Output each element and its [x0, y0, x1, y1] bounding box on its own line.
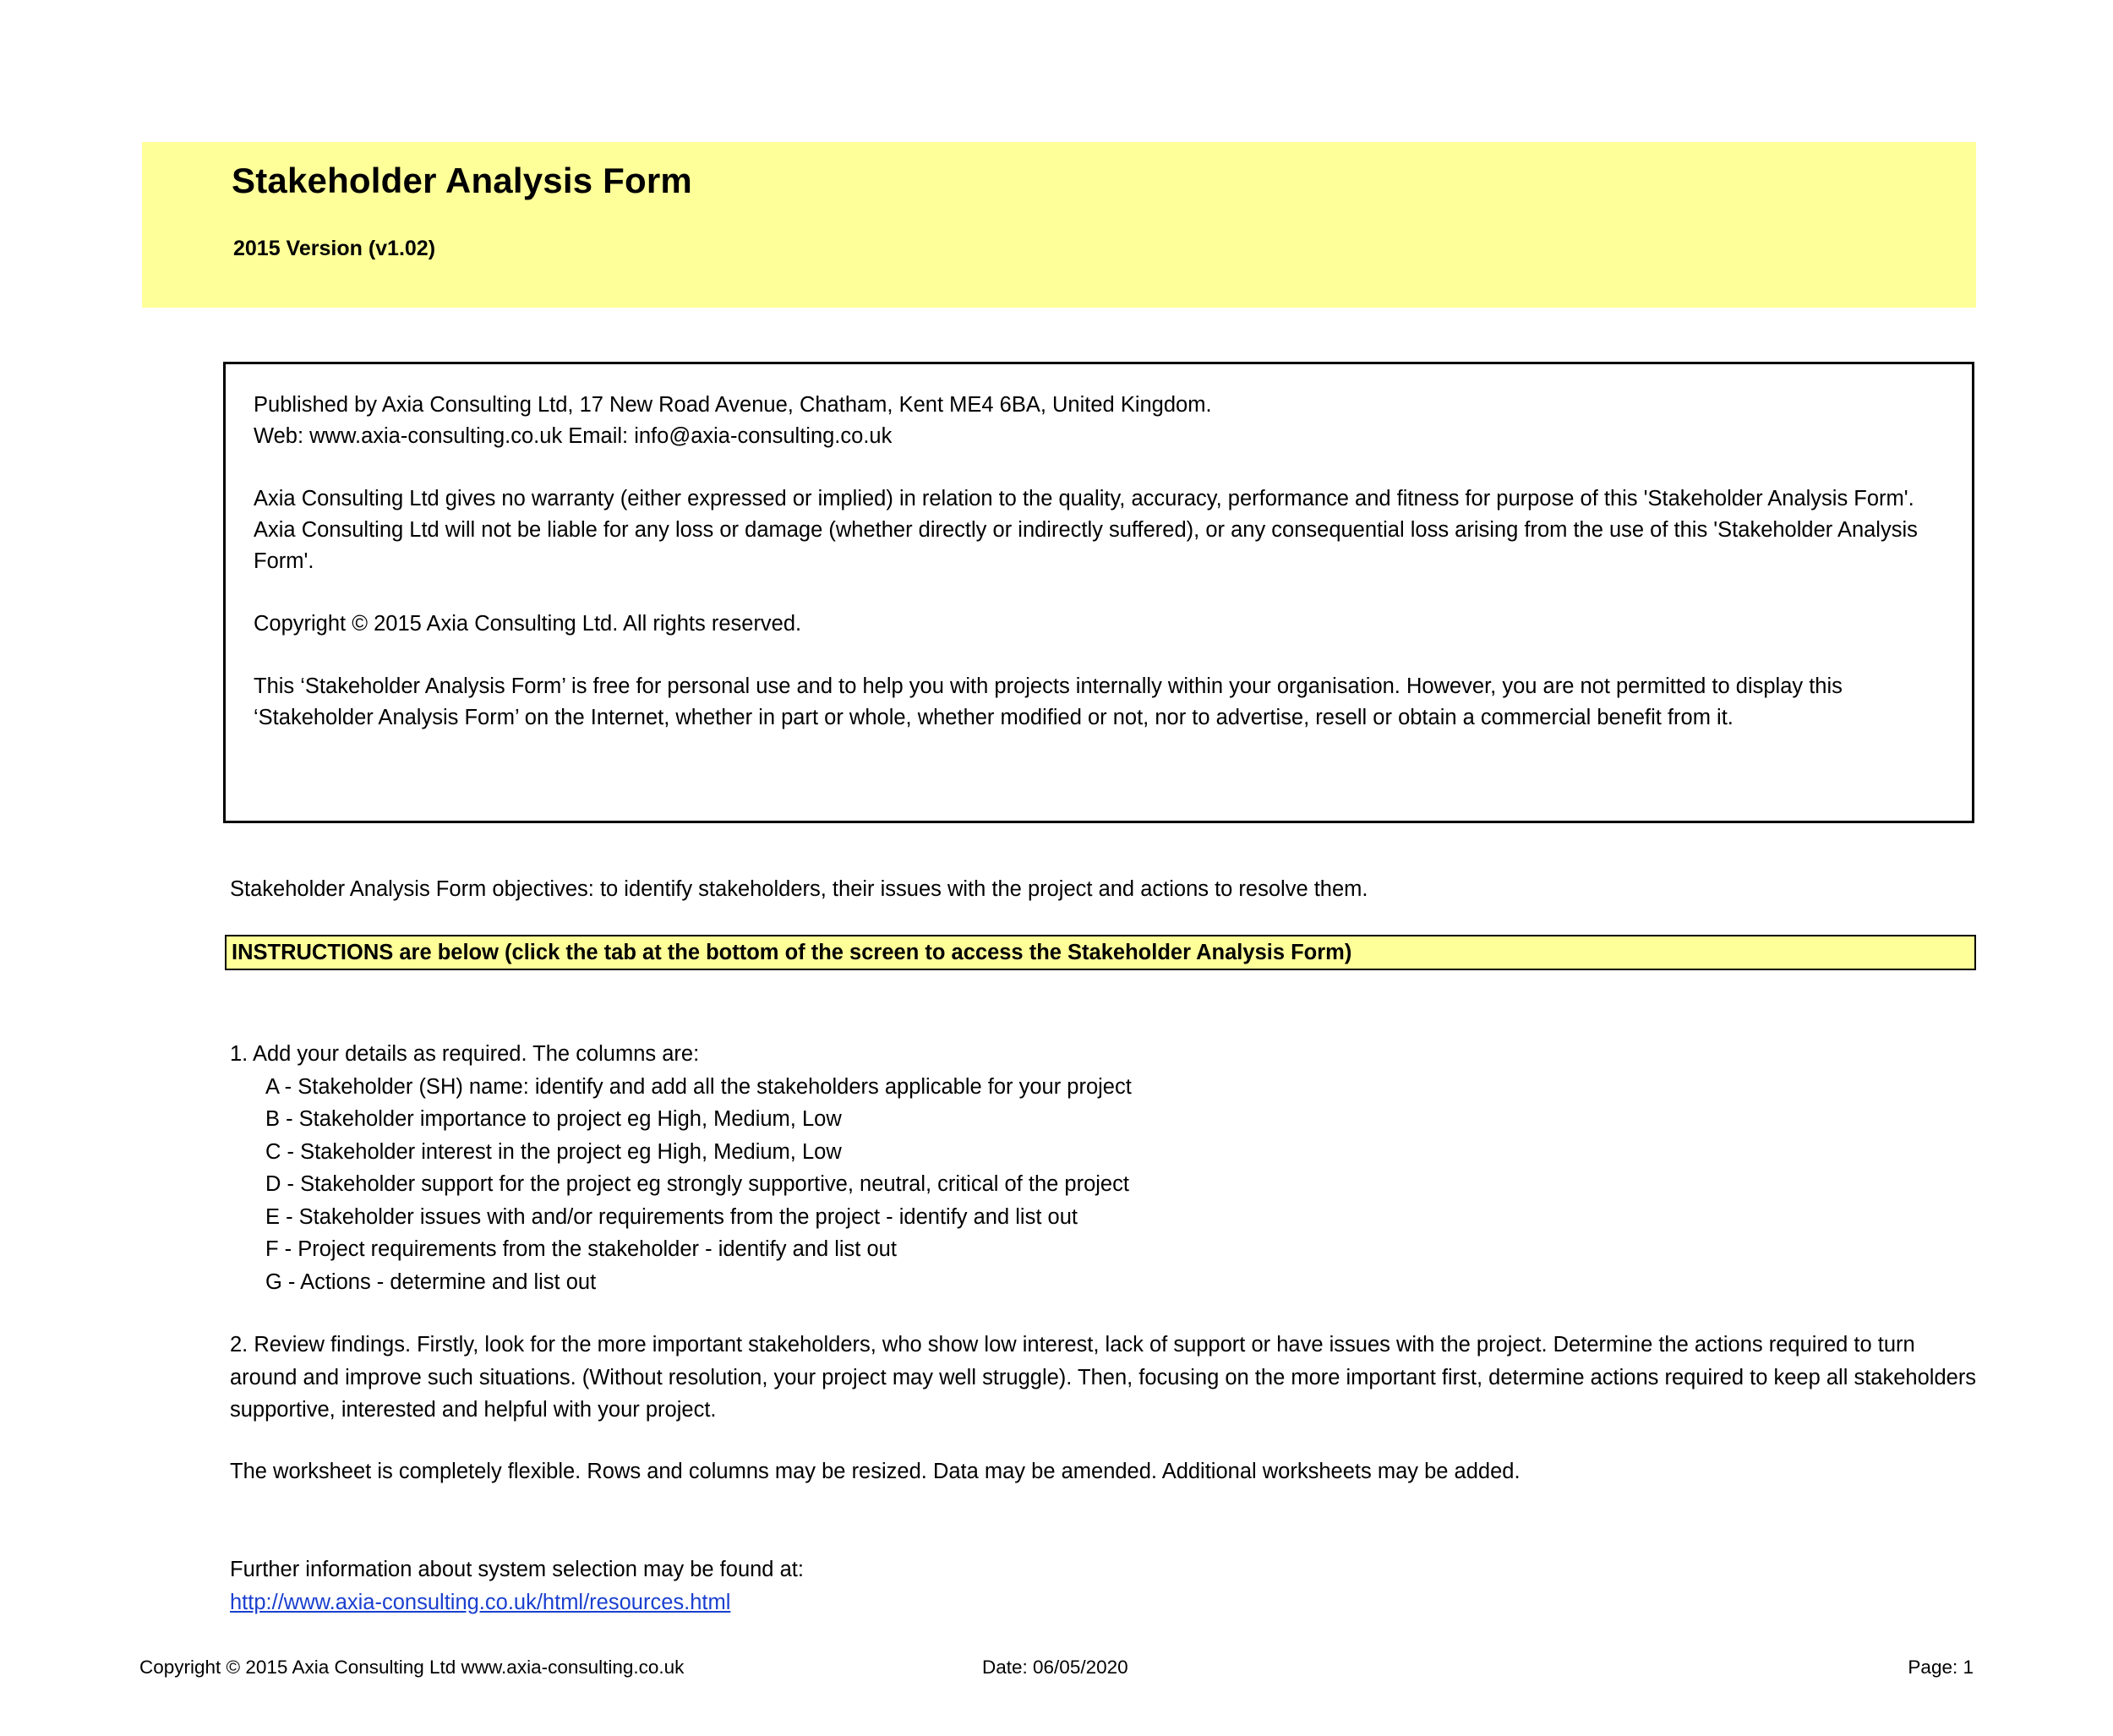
- footer-page-number: Page: 1: [1908, 1657, 1974, 1678]
- further-information: [230, 1553, 1979, 1619]
- legal-notice-content: [254, 390, 1949, 734]
- document-version: 2015 Version (v1.02): [233, 237, 436, 260]
- instructions-step-1: [230, 1038, 1979, 1298]
- page-footer: [0, 1657, 2113, 1695]
- footer-copyright: Copyright © 2015 Axia Consulting Ltd www.axia-consulting.co.uk: [139, 1657, 685, 1678]
- publisher-address: Published by Axia Consulting Ltd, 17 New Road Avenue, Chatham, Kent ME4 6BA, United Kingdom.: [254, 393, 1212, 417]
- instructions-banner-label: INSTRUCTIONS are below (click the tab at the bottom of the screen to access the Stakeholder Analysis Form): [232, 941, 1352, 964]
- title-banner: [142, 142, 1976, 308]
- column-f: F - Project requirements from the stakeholder - identify and list out: [265, 1237, 897, 1261]
- copyright-notice: Copyright © 2015 Axia Consulting Ltd. All rights reserved.: [254, 612, 802, 636]
- usage-terms: This ‘Stakeholder Analysis Form’ is free for personal use and to help you with projects internally within your organisation. However, you are not permitted to display this ‘Stakeholder Analysis Form’ on the Internet, whether in part or whole, whether modified or not, nor to advertise, resell or obtain a commercial benefit from it.: [254, 674, 1843, 729]
- step2-text: 2. Review findings. Firstly, look for the more important stakeholders, who show low interest, lack of support or have issues with the project. Determine the actions required to turn around and improve such situations. (Without resolution, your project may well struggle). Then, focusing on the more important first, determine actions required to keep all stakeholders supportive, interested and helpful with your project.: [230, 1333, 1977, 1422]
- page-title: Stakeholder Analysis Form: [232, 161, 692, 200]
- spacer: [254, 640, 1949, 671]
- further-info-label: Further information about system selection may be found at:: [230, 1558, 804, 1581]
- instructions-banner: [225, 935, 1976, 970]
- publisher-contact: Web: www.axia-consulting.co.uk Email: info@axia-consulting.co.uk: [254, 424, 893, 448]
- column-e: E - Stakeholder issues with and/or requirements from the project - identify and list out: [265, 1204, 1078, 1229]
- step1-intro: 1. Add your details as required. The columns are:: [230, 1042, 700, 1066]
- resources-link[interactable]: http://www.axia-consulting.co.uk/html/resources.html: [230, 1590, 731, 1614]
- footer-date: Date: 06/05/2020: [982, 1657, 1128, 1678]
- column-b: B - Stakeholder importance to project eg High, Medium, Low: [265, 1107, 842, 1131]
- worksheet-flexibility: [230, 1455, 1979, 1488]
- column-a: A - Stakeholder (SH) name: identify and add all the stakeholders applicable for your project: [265, 1074, 1132, 1099]
- column-d: D - Stakeholder support for the project eg strongly supportive, neutral, critical of the project: [265, 1172, 1129, 1196]
- flexibility-text: The worksheet is completely flexible. Rows and columns may be resized. Data may be amended. Additional worksheets may be added.: [230, 1460, 1521, 1483]
- objectives-line: Stakeholder Analysis Form objectives: to identify stakeholders, their issues with the project and actions to resolve them.: [230, 877, 1368, 901]
- column-c: C - Stakeholder interest in the project eg High, Medium, Low: [265, 1139, 842, 1164]
- spacer: [254, 577, 1949, 609]
- instructions-step-2: [230, 1329, 1979, 1427]
- spacer: [254, 452, 1949, 483]
- legal-notice-box: [223, 362, 1974, 823]
- column-g: G - Actions - determine and list out: [265, 1269, 597, 1294]
- warranty-disclaimer: Axia Consulting Ltd gives no warranty (either expressed or implied) in relation to the quality, accuracy, performance and fitness for purpose of this 'Stakeholder Analysis Form'. Axia Consulting Ltd will not be liable for any loss or damage (whether directly or indirectly suffered), or any consequential loss arising from the use of this 'Stakeholder Analysis Form'.: [254, 487, 1918, 573]
